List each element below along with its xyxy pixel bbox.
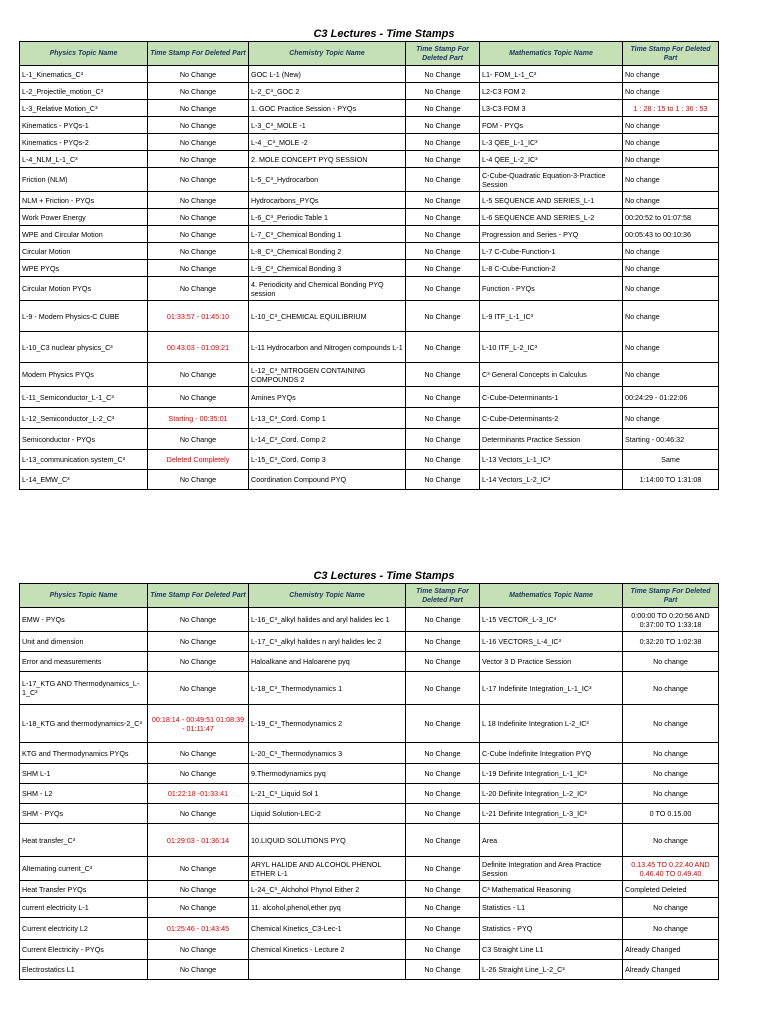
- cell-math-timestamp: No change: [623, 332, 719, 363]
- cell-chemistry-topic: L-4 _C³_MOLE -2: [249, 134, 406, 151]
- cell-chemistry-timestamp: No Change: [406, 332, 480, 363]
- cell-math-timestamp: No change: [623, 408, 719, 429]
- table-row: [20, 260, 719, 277]
- cell-chemistry-topic: 2. MOLE CONCEPT PYQ SESSION: [249, 151, 406, 168]
- cell-chemistry-topic: L-7_C³_Chemical Bonding 1: [249, 226, 406, 243]
- column-header-math-timestamp: Time Stamp For Deleted Part: [623, 584, 719, 608]
- column-header-physics-topic: Physics Topic Name: [20, 42, 148, 66]
- cell-physics-timestamp: No Change: [148, 960, 249, 980]
- cell-math-topic: L1- FOM_L-1_C³: [480, 66, 623, 83]
- cell-chemistry-topic: L-19_C³_Thermodynamics 2: [249, 705, 406, 743]
- table-row: [20, 100, 719, 117]
- cell-physics-timestamp: No Change: [148, 209, 249, 226]
- cell-physics-topic: L-11_Semiconductor_L-1_C³: [20, 387, 148, 408]
- cell-physics-topic: NLM + Friction - PYQs: [20, 192, 148, 209]
- cell-chemistry-topic: L-5_C³_Hydrocarbon: [249, 168, 406, 192]
- cell-physics-timestamp: No Change: [148, 363, 249, 387]
- cell-chemistry-timestamp: No Change: [406, 764, 480, 784]
- cell-physics-topic: Electrostatics L1: [20, 960, 148, 980]
- cell-physics-topic: WPE PYQs: [20, 260, 148, 277]
- cell-math-timestamp: No change: [623, 134, 719, 151]
- cell-chemistry-timestamp: No Change: [406, 83, 480, 100]
- cell-chemistry-topic: Hydrocarbons_PYQs: [249, 192, 406, 209]
- cell-chemistry-topic: L-16_C³_alkyl halides and aryl halides lec 1: [249, 608, 406, 632]
- cell-math-topic: Statistics - L1: [480, 898, 623, 918]
- cell-math-timestamp: Same: [623, 450, 719, 470]
- table-row: [20, 226, 719, 243]
- table-row: [20, 66, 719, 83]
- cell-physics-topic: Heat Transfer PYQs: [20, 881, 148, 898]
- cell-physics-topic: Current Electricity - PYQs: [20, 940, 148, 960]
- cell-math-topic: C3 Straight Line L1: [480, 940, 623, 960]
- cell-chemistry-timestamp: No Change: [406, 168, 480, 192]
- table-row: [20, 960, 719, 980]
- cell-chemistry-timestamp: No Change: [406, 277, 480, 301]
- cell-math-topic: Progression and Series - PYQ: [480, 226, 623, 243]
- cell-chemistry-topic: [249, 960, 406, 980]
- cell-physics-topic: L-13_communication system_C³: [20, 450, 148, 470]
- cell-chemistry-topic: 11. alcohol,phenol,ether pyq: [249, 898, 406, 918]
- table-row: [20, 705, 719, 743]
- cell-math-topic: L-17 Indefinite Integration_L-1_IC³: [480, 672, 623, 705]
- cell-chemistry-topic: Chemical Kinetics - Lecture 2: [249, 940, 406, 960]
- cell-chemistry-timestamp: No Change: [406, 363, 480, 387]
- cell-physics-topic: Alternating current_C³: [20, 857, 148, 881]
- cell-math-topic: C³ Mathematical Reasoning: [480, 881, 623, 898]
- cell-chemistry-topic: L-20_C³_Thermodynamics 3: [249, 743, 406, 764]
- cell-math-topic: C-Cube-Quadratic Equation-3-Practice Session: [480, 168, 623, 192]
- cell-math-topic: L-13 Vectors_L-1_IC³: [480, 450, 623, 470]
- cell-math-timestamp: No change: [623, 743, 719, 764]
- timestamps-table-1: [19, 41, 719, 490]
- cell-physics-timestamp: No Change: [148, 151, 249, 168]
- cell-math-topic: Definite Integration and Area Practice Session: [480, 857, 623, 881]
- cell-physics-timestamp: No Change: [148, 632, 249, 652]
- cell-math-topic: L-15 VECTOR_L-3_IC³: [480, 608, 623, 632]
- cell-math-topic: C-Cube-Determinants-1: [480, 387, 623, 408]
- cell-math-timestamp: No change: [623, 260, 719, 277]
- cell-math-timestamp: Already Changed: [623, 940, 719, 960]
- cell-physics-timestamp: No Change: [148, 83, 249, 100]
- table-row: [20, 470, 719, 490]
- cell-physics-timestamp: No Change: [148, 804, 249, 824]
- cell-math-timestamp: Starting - 00:46:32: [623, 429, 719, 450]
- table-header-row: [20, 42, 719, 66]
- cell-math-timestamp: No change: [623, 764, 719, 784]
- cell-math-timestamp: No change: [623, 168, 719, 192]
- cell-chemistry-topic: Coordination Compound PYQ: [249, 470, 406, 490]
- table-row: [20, 652, 719, 672]
- cell-chemistry-timestamp: No Change: [406, 226, 480, 243]
- table-row: [20, 277, 719, 301]
- table-row: [20, 117, 719, 134]
- cell-math-timestamp: No change: [623, 83, 719, 100]
- cell-math-timestamp: No change: [623, 652, 719, 672]
- column-header-chemistry-timestamp: Time Stamp For Deleted Part: [406, 584, 480, 608]
- cell-physics-topic: current electricity L-1: [20, 898, 148, 918]
- table-row: [20, 940, 719, 960]
- cell-math-timestamp: No change: [623, 918, 719, 940]
- table-row: [20, 363, 719, 387]
- cell-math-timestamp: No change: [623, 301, 719, 332]
- cell-chemistry-topic: L-8_C³_Chemical Bonding 2: [249, 243, 406, 260]
- table-row: [20, 192, 719, 209]
- cell-physics-topic: Circular Motion PYQs: [20, 277, 148, 301]
- cell-math-timestamp: No change: [623, 117, 719, 134]
- cell-chemistry-timestamp: No Change: [406, 857, 480, 881]
- cell-physics-topic: L-2_Projectile_motion_C³: [20, 83, 148, 100]
- cell-physics-topic: Error and measurements: [20, 652, 148, 672]
- cell-math-timestamp: 1 : 28 : 15 to 1 : 36 : 53: [623, 100, 719, 117]
- table-header-row: [20, 584, 719, 608]
- cell-chemistry-topic: L-11 Hydrocarbon and Nitrogen compounds L-1: [249, 332, 406, 363]
- cell-math-topic: L-14 Vectors_L-2_IC³: [480, 470, 623, 490]
- cell-math-timestamp: No change: [623, 784, 719, 804]
- cell-physics-timestamp: No Change: [148, 898, 249, 918]
- cell-chemistry-topic: L-18_C³_Thermodynamics 1: [249, 672, 406, 705]
- table-row: [20, 450, 719, 470]
- cell-math-timestamp: No change: [623, 192, 719, 209]
- cell-chemistry-timestamp: No Change: [406, 66, 480, 83]
- cell-physics-timestamp: No Change: [148, 260, 249, 277]
- cell-math-topic: L-3 QEE_L-1_IC³: [480, 134, 623, 151]
- cell-math-timestamp: No change: [623, 705, 719, 743]
- cell-physics-timestamp: No Change: [148, 100, 249, 117]
- cell-physics-timestamp: No Change: [148, 881, 249, 898]
- cell-math-timestamp: No change: [623, 66, 719, 83]
- cell-chemistry-timestamp: No Change: [406, 387, 480, 408]
- cell-chemistry-timestamp: No Change: [406, 470, 480, 490]
- cell-math-topic: L-21 Definite Integration_L-3_IC³: [480, 804, 623, 824]
- cell-physics-topic: SHM - L2: [20, 784, 148, 804]
- cell-chemistry-topic: 10.LIQUID SOLUTIONS PYQ: [249, 824, 406, 857]
- cell-math-topic: Statistics - PYQ: [480, 918, 623, 940]
- cell-physics-timestamp: No Change: [148, 429, 249, 450]
- cell-physics-timestamp: 01:33:57 - 01:45:10: [148, 301, 249, 332]
- column-header-physics-topic: Physics Topic Name: [20, 584, 148, 608]
- cell-chemistry-timestamp: No Change: [406, 134, 480, 151]
- cell-math-timestamp: Completed Deleted: [623, 881, 719, 898]
- cell-chemistry-timestamp: No Change: [406, 408, 480, 429]
- table-row: [20, 672, 719, 705]
- table-row: [20, 918, 719, 940]
- table-row: [20, 824, 719, 857]
- cell-chemistry-topic: Haloalkane and Haloarene pyq: [249, 652, 406, 672]
- table-row: [20, 209, 719, 226]
- cell-physics-topic: L-18_KTG and thermodynamics-2_C³: [20, 705, 148, 743]
- column-header-math-topic: Mathematics Topic Name: [480, 584, 623, 608]
- cell-chemistry-timestamp: No Change: [406, 192, 480, 209]
- table-row: [20, 387, 719, 408]
- table-row: [20, 429, 719, 450]
- table-row: [20, 632, 719, 652]
- cell-chemistry-topic: L-2_C³_GOC 2: [249, 83, 406, 100]
- cell-physics-topic: L-4_NLM_L-1_C³: [20, 151, 148, 168]
- table-row: [20, 83, 719, 100]
- cell-chemistry-timestamp: No Change: [406, 429, 480, 450]
- cell-physics-topic: Kinematics - PYQs-2: [20, 134, 148, 151]
- cell-chemistry-timestamp: No Change: [406, 940, 480, 960]
- cell-math-topic: L-10 ITF_L-2_IC³: [480, 332, 623, 363]
- cell-chemistry-topic: L-21_C³_Liquid Sol 1: [249, 784, 406, 804]
- cell-math-topic: C-Cube Indefinite Integration PYQ: [480, 743, 623, 764]
- cell-chemistry-timestamp: No Change: [406, 918, 480, 940]
- table-row: [20, 243, 719, 260]
- column-header-chemistry-topic: Chemistry Topic Name: [249, 42, 406, 66]
- cell-physics-topic: Modern Physics PYQs: [20, 363, 148, 387]
- cell-math-timestamp: 00:20:52 to 01:07:58: [623, 209, 719, 226]
- cell-physics-topic: SHM L-1: [20, 764, 148, 784]
- table-row: [20, 408, 719, 429]
- cell-physics-timestamp: No Change: [148, 192, 249, 209]
- cell-physics-timestamp: No Change: [148, 66, 249, 83]
- section2-title: C3 Lectures - Time Stamps: [313, 570, 455, 582]
- cell-chemistry-topic: GOC L-1 (New): [249, 66, 406, 83]
- cell-chemistry-timestamp: No Change: [406, 784, 480, 804]
- cell-math-timestamp: 00:05:43 to 00:10:36: [623, 226, 719, 243]
- cell-physics-timestamp: 00:43:03 - 01:09:21: [148, 332, 249, 363]
- cell-physics-timestamp: 00:18:14 - 00:49:51 01:08:39 - 01:11:47: [148, 705, 249, 743]
- cell-chemistry-timestamp: No Change: [406, 960, 480, 980]
- cell-math-timestamp: 00:24:29 - 01:22:06: [623, 387, 719, 408]
- cell-math-topic: L-6 SEQUENCE AND SERIES_L-2: [480, 209, 623, 226]
- cell-math-topic: Function - PYQs: [480, 277, 623, 301]
- cell-chemistry-topic: Amines PYQs: [249, 387, 406, 408]
- cell-physics-topic: Circular Motion: [20, 243, 148, 260]
- column-header-chemistry-timestamp: Time Stamp For Deleted Part: [406, 42, 480, 66]
- cell-math-topic: Area: [480, 824, 623, 857]
- table-row: [20, 301, 719, 332]
- section1-title: C3 Lectures - Time Stamps: [313, 28, 455, 40]
- table-row: [20, 881, 719, 898]
- cell-math-topic: L3-C3 FOM 3: [480, 100, 623, 117]
- cell-physics-timestamp: 01:29:03 - 01:36:14: [148, 824, 249, 857]
- cell-physics-topic: SHM - PYQs: [20, 804, 148, 824]
- cell-math-timestamp: 0:32:20 TO 1:02:38: [623, 632, 719, 652]
- cell-chemistry-timestamp: No Change: [406, 672, 480, 705]
- cell-physics-timestamp: No Change: [148, 764, 249, 784]
- cell-physics-topic: KTG and Thermodynamics PYQs: [20, 743, 148, 764]
- cell-physics-topic: WPE and Circular Motion: [20, 226, 148, 243]
- cell-physics-topic: Work Power Energy: [20, 209, 148, 226]
- cell-physics-topic: L-1_Kinematics_C³: [20, 66, 148, 83]
- cell-physics-timestamp: No Change: [148, 168, 249, 192]
- cell-math-topic: L-4 QEE_L-2_IC³: [480, 151, 623, 168]
- cell-physics-topic: L-3_Relative Motion_C³: [20, 100, 148, 117]
- table-row: [20, 898, 719, 918]
- cell-chemistry-topic: L-24_C³_Alchohol Phynol Either 2: [249, 881, 406, 898]
- cell-physics-topic: Friction (NLM): [20, 168, 148, 192]
- cell-math-timestamp: Already Changed: [623, 960, 719, 980]
- cell-physics-timestamp: No Change: [148, 857, 249, 881]
- cell-math-topic: C-Cube-Determinants-2: [480, 408, 623, 429]
- column-header-physics-timestamp: Time Stamp For Deleted Part: [148, 42, 249, 66]
- cell-chemistry-topic: 4. Periodicity and Chemical Bonding PYQ session: [249, 277, 406, 301]
- cell-chemistry-timestamp: No Change: [406, 804, 480, 824]
- cell-math-topic: L-20 Definite Integration_L-2_IC³: [480, 784, 623, 804]
- cell-math-timestamp: 1:14:00 TO 1:31:08: [623, 470, 719, 490]
- table-row: [20, 764, 719, 784]
- cell-math-timestamp: 0.13.45 TO 0.22.40 AND 0.46.40 TO 0.49.40: [623, 857, 719, 881]
- cell-math-topic: L-5 SEQUENCE AND SERIES_L-1: [480, 192, 623, 209]
- cell-chemistry-topic: Liquid Solution-LEC-2: [249, 804, 406, 824]
- cell-physics-timestamp: No Change: [148, 608, 249, 632]
- column-header-chemistry-topic: Chemistry Topic Name: [249, 584, 406, 608]
- cell-chemistry-timestamp: No Change: [406, 705, 480, 743]
- cell-chemistry-topic: L-9_C³_Chemical Bonding 3: [249, 260, 406, 277]
- cell-math-topic: L-26 Straight Line_L-2_C³: [480, 960, 623, 980]
- cell-chemistry-topic: L-6_C³_Periodic Table 1: [249, 209, 406, 226]
- cell-physics-topic: Unit and dimension: [20, 632, 148, 652]
- cell-chemistry-timestamp: No Change: [406, 450, 480, 470]
- cell-physics-timestamp: No Change: [148, 243, 249, 260]
- cell-math-topic: L-16 VECTORS_L-4_IC³: [480, 632, 623, 652]
- cell-chemistry-timestamp: No Change: [406, 301, 480, 332]
- cell-physics-timestamp: No Change: [148, 134, 249, 151]
- cell-physics-timestamp: Starting - 00:35:01: [148, 408, 249, 429]
- table-row: [20, 857, 719, 881]
- cell-chemistry-timestamp: No Change: [406, 117, 480, 134]
- table-row: [20, 134, 719, 151]
- cell-physics-topic: L-9 - Modern Physics-C CUBE: [20, 301, 148, 332]
- cell-chemistry-topic: L-10_C³_CHEMICAL EQUILIBRIUM: [249, 301, 406, 332]
- table-row: [20, 168, 719, 192]
- cell-math-timestamp: No change: [623, 824, 719, 857]
- cell-chemistry-timestamp: No Change: [406, 100, 480, 117]
- cell-math-topic: L-7 C-Cube-Function-1: [480, 243, 623, 260]
- table-row: [20, 151, 719, 168]
- cell-math-topic: Determinants Practice Session: [480, 429, 623, 450]
- cell-math-timestamp: No change: [623, 363, 719, 387]
- cell-chemistry-topic: L-17_C³_alkyl halides n aryl halides lec 2: [249, 632, 406, 652]
- cell-math-timestamp: No change: [623, 898, 719, 918]
- cell-chemistry-timestamp: No Change: [406, 260, 480, 277]
- cell-math-topic: C³ General Concepts in Calculus: [480, 363, 623, 387]
- cell-math-timestamp: No change: [623, 151, 719, 168]
- cell-math-timestamp: No change: [623, 672, 719, 705]
- table-row: [20, 743, 719, 764]
- cell-physics-timestamp: 01:22:18 -01:33:41: [148, 784, 249, 804]
- table-row: [20, 332, 719, 363]
- cell-physics-timestamp: No Change: [148, 387, 249, 408]
- cell-chemistry-timestamp: No Change: [406, 743, 480, 764]
- cell-physics-topic: Kinematics - PYQs-1: [20, 117, 148, 134]
- cell-physics-topic: EMW - PYQs: [20, 608, 148, 632]
- cell-chemistry-topic: L-14_C³_Cord. Comp 2: [249, 429, 406, 450]
- cell-physics-topic: Semiconductor - PYQs: [20, 429, 148, 450]
- cell-math-topic: L-9 ITF_L-1_IC³: [480, 301, 623, 332]
- table-row: [20, 608, 719, 632]
- cell-chemistry-timestamp: No Change: [406, 898, 480, 918]
- table-row: [20, 804, 719, 824]
- cell-physics-timestamp: No Change: [148, 226, 249, 243]
- cell-chemistry-topic: Chemical Kinetics_C3-Lec-1: [249, 918, 406, 940]
- column-header-math-topic: Mathematics Topic Name: [480, 42, 623, 66]
- cell-math-topic: L 18 Indefinite Integration L-2_IC³: [480, 705, 623, 743]
- cell-physics-topic: L-14_EMW_C³: [20, 470, 148, 490]
- cell-math-topic: L-8 C-Cube-Function-2: [480, 260, 623, 277]
- cell-math-topic: FOM - PYQs: [480, 117, 623, 134]
- cell-chemistry-timestamp: No Change: [406, 824, 480, 857]
- cell-chemistry-timestamp: No Change: [406, 151, 480, 168]
- cell-physics-timestamp: Deleted Completely: [148, 450, 249, 470]
- cell-math-topic: L2-C3 FOM 2: [480, 83, 623, 100]
- cell-math-timestamp: 0 TO 0.15.00: [623, 804, 719, 824]
- cell-chemistry-topic: 9.Thermodynamics pyq: [249, 764, 406, 784]
- cell-chemistry-topic: L-15_C³_Cord. Comp 3: [249, 450, 406, 470]
- cell-chemistry-topic: L-12_C³_NITROGEN CONTAINING COMPOUNDS 2: [249, 363, 406, 387]
- timestamps-table-2: [19, 583, 719, 980]
- cell-physics-timestamp: 01:25:46 - 01:43:45: [148, 918, 249, 940]
- cell-physics-timestamp: No Change: [148, 743, 249, 764]
- cell-chemistry-topic: L-13_C³_Cord. Comp 1: [249, 408, 406, 429]
- cell-math-topic: L-19 Definite Integration_L-1_IC³: [480, 764, 623, 784]
- column-header-math-timestamp: Time Stamp For Deleted Part: [623, 42, 719, 66]
- cell-physics-topic: Heat transfer_C³: [20, 824, 148, 857]
- cell-chemistry-topic: ARYL HALIDE AND ALCOHOL PHENOL ETHER L-1: [249, 857, 406, 881]
- cell-chemistry-timestamp: No Change: [406, 243, 480, 260]
- cell-physics-topic: L-12_Semiconductor_L-2_C³: [20, 408, 148, 429]
- cell-physics-timestamp: No Change: [148, 940, 249, 960]
- cell-physics-timestamp: No Change: [148, 652, 249, 672]
- cell-physics-topic: Current electricity L2: [20, 918, 148, 940]
- cell-physics-topic: L-10_C3 nuclear physics_C³: [20, 332, 148, 363]
- cell-physics-timestamp: No Change: [148, 470, 249, 490]
- cell-chemistry-timestamp: No Change: [406, 652, 480, 672]
- cell-chemistry-topic: 1. GOC Practice Session - PYQs: [249, 100, 406, 117]
- cell-physics-timestamp: No Change: [148, 117, 249, 134]
- cell-math-timestamp: 0:00:00 TO 0:20:56 AND 0:37:00 TO 1:33:18: [623, 608, 719, 632]
- cell-math-timestamp: No change: [623, 277, 719, 301]
- cell-physics-timestamp: No Change: [148, 277, 249, 301]
- cell-chemistry-timestamp: No Change: [406, 632, 480, 652]
- table-row: [20, 784, 719, 804]
- cell-physics-timestamp: No Change: [148, 672, 249, 705]
- cell-chemistry-topic: L-3_C³_MOLE -1: [249, 117, 406, 134]
- cell-physics-topic: L-17_KTG AND Thermodynamics_L-1_C³: [20, 672, 148, 705]
- cell-chemistry-timestamp: No Change: [406, 209, 480, 226]
- column-header-physics-timestamp: Time Stamp For Deleted Part: [148, 584, 249, 608]
- cell-chemistry-timestamp: No Change: [406, 608, 480, 632]
- cell-math-timestamp: No change: [623, 243, 719, 260]
- cell-math-topic: Vector 3 D Practice Session: [480, 652, 623, 672]
- cell-chemistry-timestamp: No Change: [406, 881, 480, 898]
